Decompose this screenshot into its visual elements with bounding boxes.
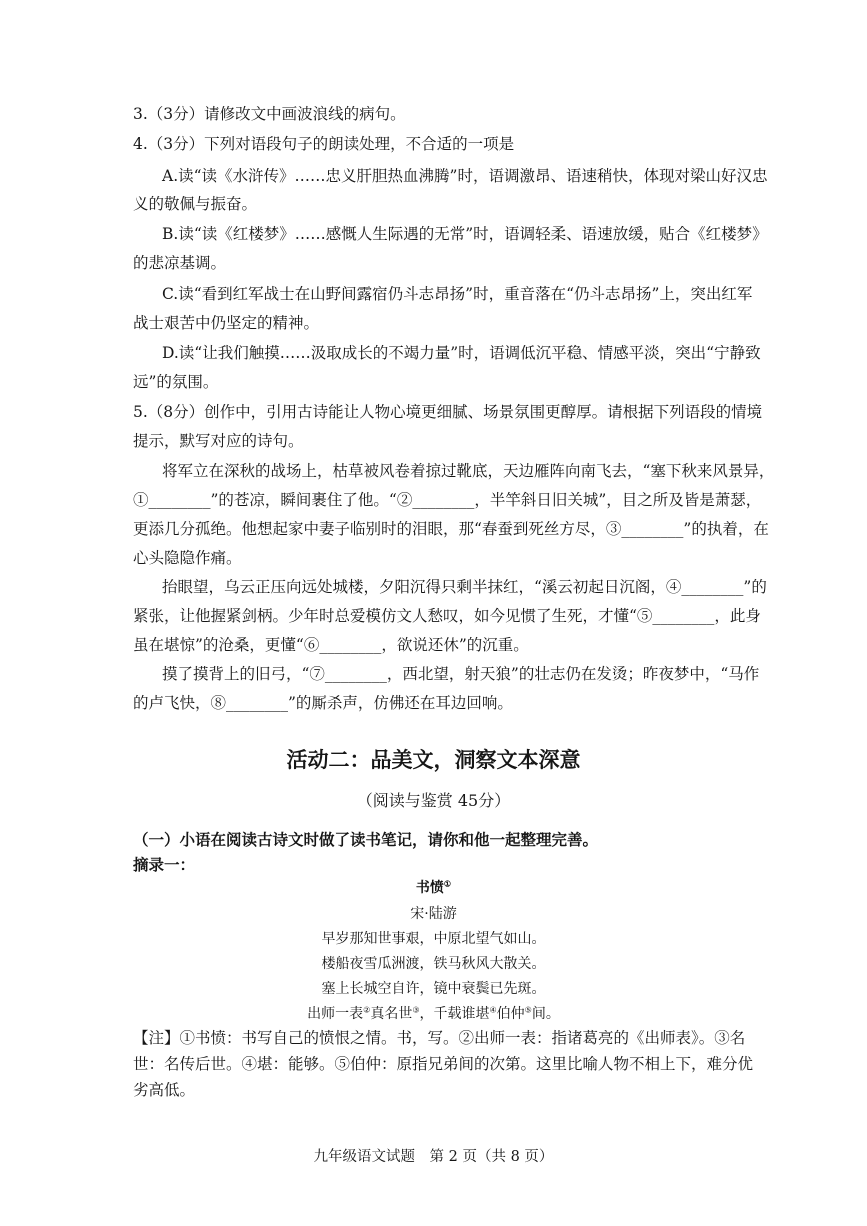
poem-line-4-part-a: 出师一表 [307,1006,364,1022]
option-b-line1: B.读“读《红楼梦》……感慨人生际遇的无常”时，语调轻柔、语速放缓，贴合《红楼梦》 [162,225,768,243]
option-a-line1: A.读“读《水浒传》……忠义肝胆热血沸腾”时，语调激昂、语速稍快，体现对梁山好汉忠 [162,167,768,185]
note-mark-3: ③ [412,1005,420,1015]
option-c-line2: 战士艰苦中仍坚定的精神。 [133,314,320,332]
passage-p2-line1: 抬眼望，乌云正压向远处城楼，夕阳沉得只剩半抹红，“溪云初起日沉阁，④________”的 [162,578,767,596]
notes-line3: 劣高低。 [133,1081,196,1099]
passage-p2-line2: 紧张，让他握紧剑柄。少年时总爱模仿文人愁叹，如今见惯了生死，才懂“⑤________，此身 [133,607,761,625]
poem-title-note-mark: ① [443,878,452,889]
passage-p1-line2: ①________”的苍凉，瞬间裹住了他。“②________，半竿斜日旧关城”，目之所及皆是萧瑟， [133,491,762,509]
excerpt-label: 摘录一： [133,855,196,874]
note-mark-4: ④ [489,1005,497,1015]
part-1-instruction: （一）小语在阅读古诗文时做了读书笔记，请你和他一起整理完善。 [133,830,599,849]
poem-line-4 [0,1004,867,1024]
option-d-line2: 远”的氛围。 [133,373,219,391]
question-5-line1: 5.（8分）创作中，引用古诗能让人物心境更细腻、场景氛围更醇厚。请根据下列语段的情境 [133,403,763,421]
page-footer: 九年级语文试题 第 2 页（共 8 页） [313,1149,554,1165]
section-subtitle: （阅读与鉴赏 45分） [356,791,511,810]
option-b-line2: 的悲凉基调。 [133,254,227,272]
passage-p1-line3: 更添几分孤绝。他想起家中妻子临别时的泪眼，那“春蚕到死丝方尽，③________”的执着，在 [133,520,769,538]
option-c-line1: C.读“看到红军战士在山野间露宿仍斗志昂扬”时，重音落在“仍斗志昂扬”上，突出红军 [162,285,753,303]
question-3: 3.（3分）请修改文中画波浪线的病句。 [133,105,406,123]
note-mark-5: ⑤ [524,1005,532,1015]
note-mark-2: ② [363,1005,371,1015]
notes-line1: 【注】①书愤：书写自己的愤恨之情。书，写。②出师一表：指诸葛亮的《出师表》。③名 [133,1029,746,1047]
passage-p1-line1: 将军立在深秋的战场上，枯草被风卷着掠过靴底，天边雁阵向南飞去，“塞下秋来风景异， [162,462,775,480]
option-a-line2: 义的敬佩与振奋。 [133,195,258,213]
notes-line2: 世：名传后世。④堪：能够。⑤伯仲：原指兄弟间的次第。这里比喻人物不相上下，难分优 [133,1055,754,1073]
option-d-line1: D.读“让我们触摸……汲取成长的不竭力量”时，语调低沉平稳、情感平淡，突出“宁静致 [162,344,761,362]
poem-line-4-part-c: ，千载谁堪 [419,1006,490,1022]
passage-p3-line2: 的卢飞快，⑧________”的厮杀声，仿佛还在耳边回响。 [133,694,513,712]
poem-title-text: 书愤 [415,880,444,896]
poem-line-2: 楼船夜雪瓜洲渡，铁马秋风大散关。 [321,956,546,972]
poem-line-3: 塞上长城空自许，镜中衰鬓已先斑。 [321,981,546,997]
poem-author: 宋·陆游 [410,906,457,922]
section-title: 活动二：品美文，洞察文本深意 [286,747,581,772]
question-4-stem: 4.（3分）下列对语段句子的朗读处理，不合适的一项是 [133,135,515,153]
poem-line-4-part-d: 伯仲 [496,1006,525,1022]
passage-p2-line3: 虽在堪惊”的沧桑，更懂“⑥________，欲说还休”的沉重。 [133,636,529,654]
poem-line-1: 早岁那知世事艰，中原北望气如山。 [321,931,546,947]
passage-p3-line1: 摸了摸背上的旧弓，“⑦________，西北望，射天狼”的壮志仍在发烫；昨夜梦中，“马作 [162,665,760,683]
passage-p1-line4: 心头隐隐作痛。 [133,549,242,567]
poem-title [0,878,867,898]
poem-line-4-part-b: 真名世 [370,1006,413,1022]
poem-line-4-part-e: 间。 [531,1006,560,1022]
question-5-line2: 提示，默写对应的诗句。 [133,432,304,450]
